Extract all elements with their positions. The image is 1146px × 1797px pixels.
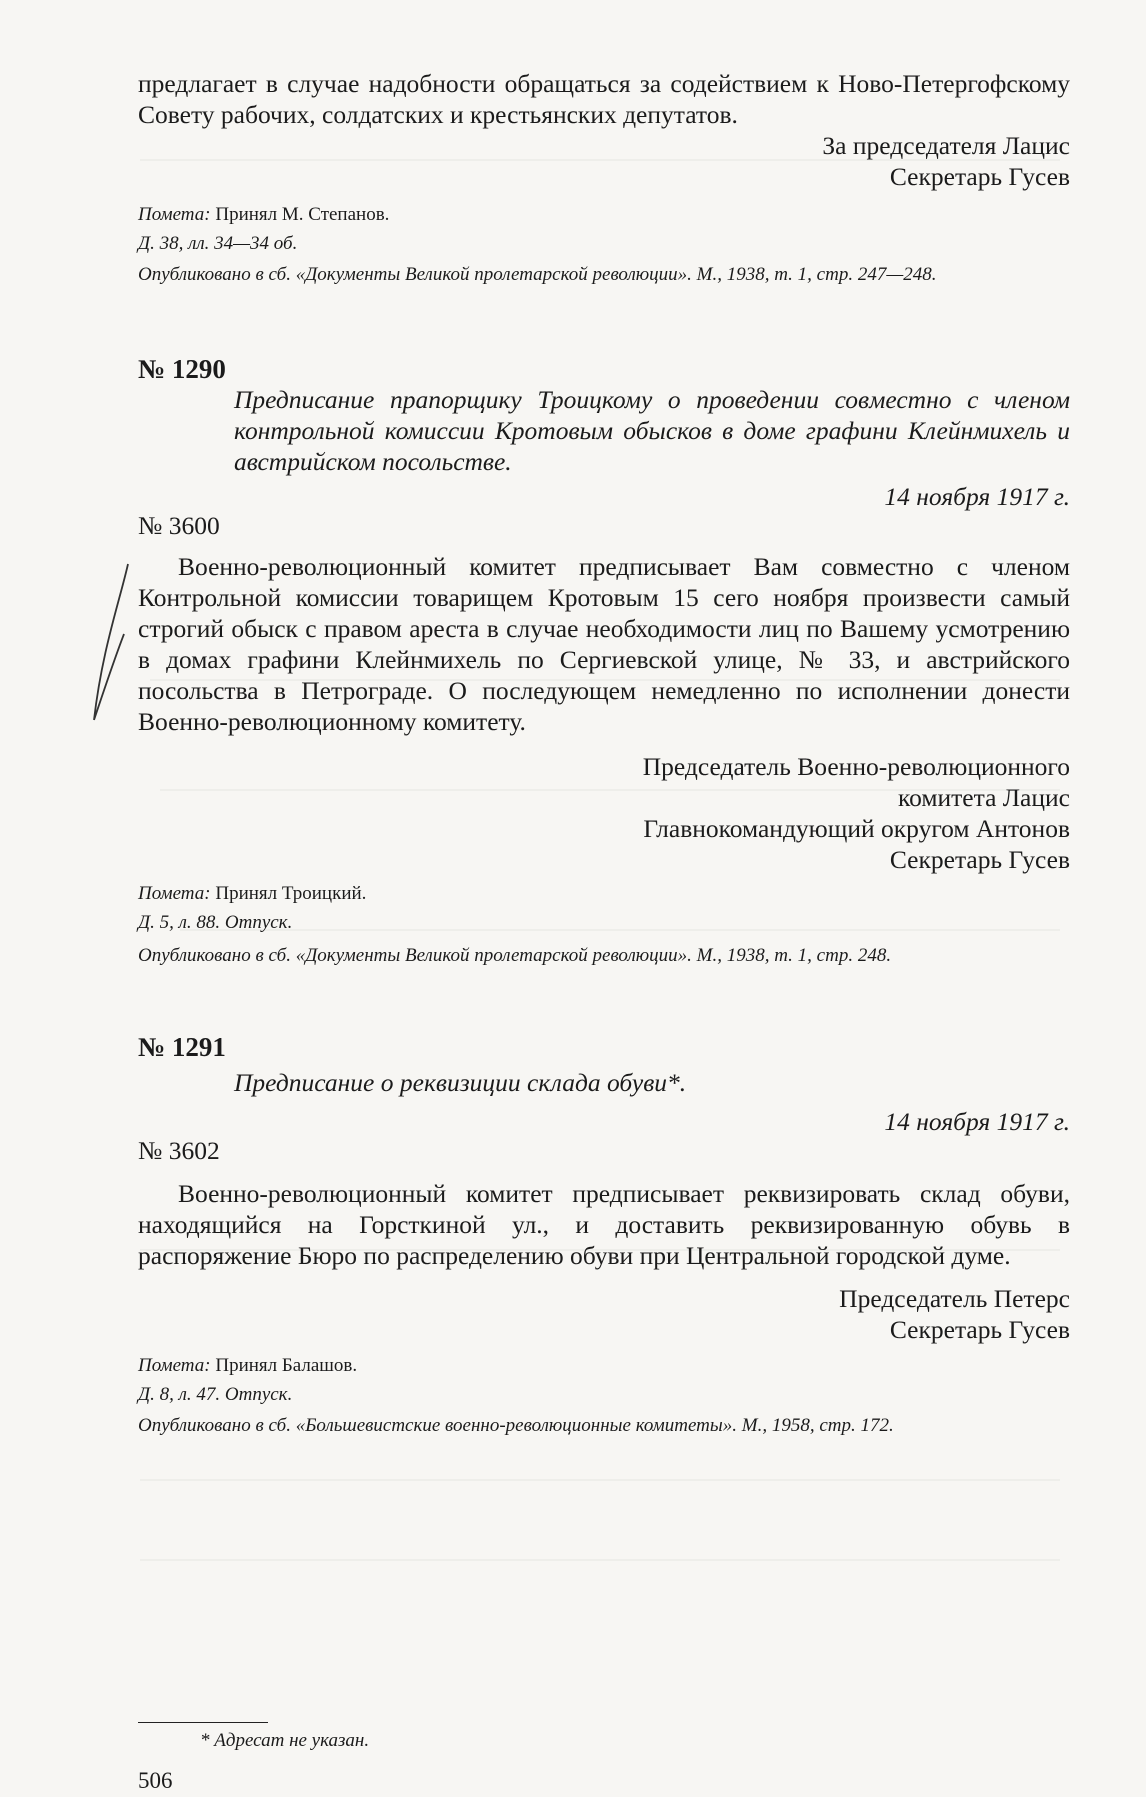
note-label: Помета: xyxy=(138,883,211,904)
doc-1291-title: Предписание о реквизиции склада обуви*. xyxy=(234,1068,687,1097)
doc-1291-signature-chair: Председатель Петерс xyxy=(839,1284,1070,1313)
doc-1290-title: Предписание прапорщику Троицкому о проведении совместно с членом контрольной комиссии Кротовым обысков в доме графини Клейнмихель и австрийском посольстве. xyxy=(234,385,1070,476)
intro-signature-chair: За председателя Лацис xyxy=(822,131,1070,160)
intro-paragraph: предлагает в случае надобности обращаться за содействием к Ново-Петергофскому Совету рабочих, солдатских и крестьянских депутатов. xyxy=(138,69,1070,129)
doc-1290-signature-line4: Секретарь Гусев xyxy=(889,845,1070,874)
note-text: Принял М. Степанов. xyxy=(210,204,390,225)
doc-1290-number: № 1290 xyxy=(138,354,226,384)
doc-1291-signatures xyxy=(138,1283,1070,1345)
doc-1290-signature-line2: комитета Лацис xyxy=(898,783,1070,812)
doc-1290 xyxy=(138,354,1070,968)
doc-1290-signature-line1: Председатель Военно-революционного xyxy=(642,752,1070,781)
intro-published: Опубликовано в сб. «Документы Великой пролетарской революции». М., 1938, т. 1, стр. 247—248. xyxy=(138,264,937,285)
doc-1290-signatures xyxy=(138,751,1070,875)
doc-1290-date: 14 ноября 1917 г. xyxy=(884,482,1070,511)
intro-note xyxy=(138,202,1070,227)
page-number: 506 xyxy=(138,1768,173,1793)
doc-1290-signature-line3: Главнокомандующий округом Антонов xyxy=(643,814,1070,843)
footnote: * Адресат не указан. xyxy=(200,1730,370,1751)
note-label: Помета: xyxy=(138,204,211,225)
doc-1291 xyxy=(138,1032,1070,1438)
doc-1290-note xyxy=(138,881,1070,906)
doc-1291-signature-secretary: Секретарь Гусев xyxy=(889,1315,1070,1344)
note-label: Помета: xyxy=(138,1355,211,1376)
doc-1291-number: № 1291 xyxy=(138,1032,226,1062)
doc-1291-outgoing-number: № 3602 xyxy=(138,1136,220,1165)
doc-1291-note xyxy=(138,1353,1070,1378)
doc-1290-header xyxy=(138,354,1070,477)
doc-1291-body: Военно-революционный комитет предписывает реквизировать склад обуви, находящийся на Горсткиной ул., и доставить реквизированную обувь в распоряжение Бюро по распределению обуви при Центральной городской думе. xyxy=(138,1179,1070,1270)
intro-archive: Д. 38, лл. 34—34 об. xyxy=(138,233,298,254)
doc-1291-published: Опубликовано в сб. «Большевистские военно-революционные комитеты». М., 1958, стр. 172. xyxy=(138,1415,894,1436)
intro-signature-secretary: Секретарь Гусев xyxy=(889,162,1070,191)
doc-1290-archive: Д. 5, л. 88. Отпуск. xyxy=(138,912,293,933)
note-text: Принял Троицкий. xyxy=(210,883,367,904)
note-text: Принял Балашов. xyxy=(210,1355,358,1376)
doc-1290-outgoing-number: № 3600 xyxy=(138,511,220,540)
doc-1291-archive: Д. 8, л. 47. Отпуск. xyxy=(138,1384,293,1405)
intro-section xyxy=(138,68,1070,287)
footnote-rule xyxy=(138,1722,268,1723)
doc-1291-date: 14 ноября 1917 г. xyxy=(884,1107,1070,1136)
doc-1290-body: Военно-революционный комитет предписывает Вам совместно с членом Контрольной комиссии товарищем Кротовым 15 сего ноября произвести самый строгий обыск с правом ареста в случае необходимости лиц по Вашему усмотрению в домах графини Клейнмихель по Сергиевской улице, № 33, и австрийского посольства в Петрограде. О последующем немедленно по исполнении донести Военно-революционному комитету. xyxy=(138,552,1070,736)
doc-1290-published: Опубликовано в сб. «Документы Великой пролетарской революции». М., 1938, т. 1, стр. 248. xyxy=(138,945,892,966)
